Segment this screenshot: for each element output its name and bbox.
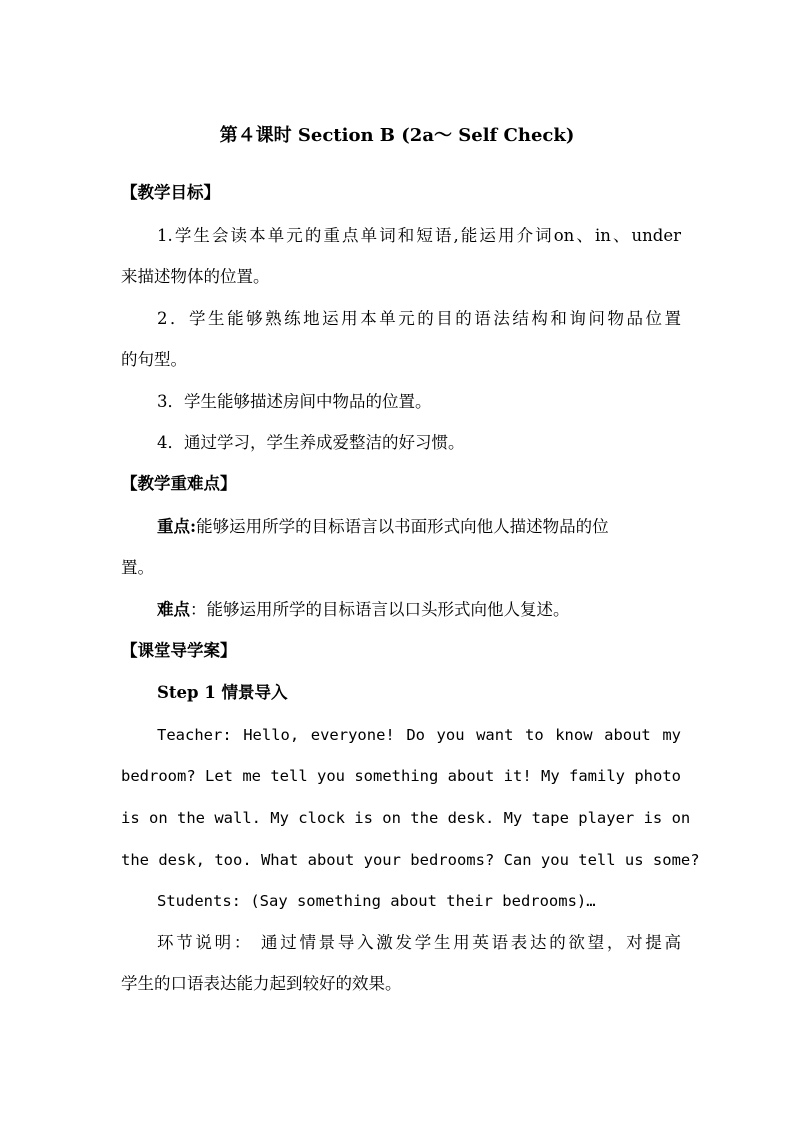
focus-label: 重点: <box>157 517 197 536</box>
objective-2-line2: 的句型。 <box>121 350 187 369</box>
objective-4: 4．通过学习，学生养成爱整洁的好习惯。 <box>157 433 465 452</box>
dialogue-line-1: Teacher: Hello, everyone! Do you want to know about my <box>157 726 681 744</box>
dialogue-line-4: the desk, too. What about your bedrooms? Can you tell us some? <box>121 851 700 869</box>
step-1-title: Step 1 情景导入 <box>157 683 288 702</box>
students-line: Students: (Say something about their bedrooms)… <box>157 892 596 910</box>
objective-3: 3．学生能够描述房间中物品的位置。 <box>157 392 432 411</box>
objective-2-line1: 2．学生能够熟练地运用本单元的目的语法结构和询问物品位置 <box>157 309 681 328</box>
focus-line2: 置。 <box>121 558 154 577</box>
focus-line1 <box>157 516 681 538</box>
objectives-heading: 【教学目标】 <box>121 183 220 202</box>
objective-1-line1: 1.学生会读本单元的重点单词和短语,能运用介词on、in、under <box>157 226 681 245</box>
page-title: 第４课时 Section B (2a～ Self Check) <box>219 125 575 146</box>
dialogue-line-2: bedroom? Let me tell you something about it! My family photo <box>121 767 681 785</box>
explanation-line2: 学生的口语表达能力起到较好的效果。 <box>121 974 402 993</box>
guide-heading: 【课堂导学案】 <box>121 641 237 660</box>
difficulty-label: 难点 <box>157 600 190 619</box>
objective-1-line2: 来描述物体的位置。 <box>121 267 270 286</box>
focus-text: 能够运用所学的目标语言以书面形式向他人描述物品的位 <box>196 517 609 536</box>
difficulty-line <box>157 599 681 621</box>
difficulty-text: ：能够运用所学的目标语言以口头形式向他人复述。 <box>190 600 570 619</box>
dialogue-line-3: is on the wall. My clock is on the desk. My tape player is on <box>121 809 691 827</box>
explanation-line1: 环节说明： 通过情景导入激发学生用英语表达的欲望，对提高 <box>157 933 681 952</box>
key-points-heading: 【教学重难点】 <box>121 474 237 493</box>
